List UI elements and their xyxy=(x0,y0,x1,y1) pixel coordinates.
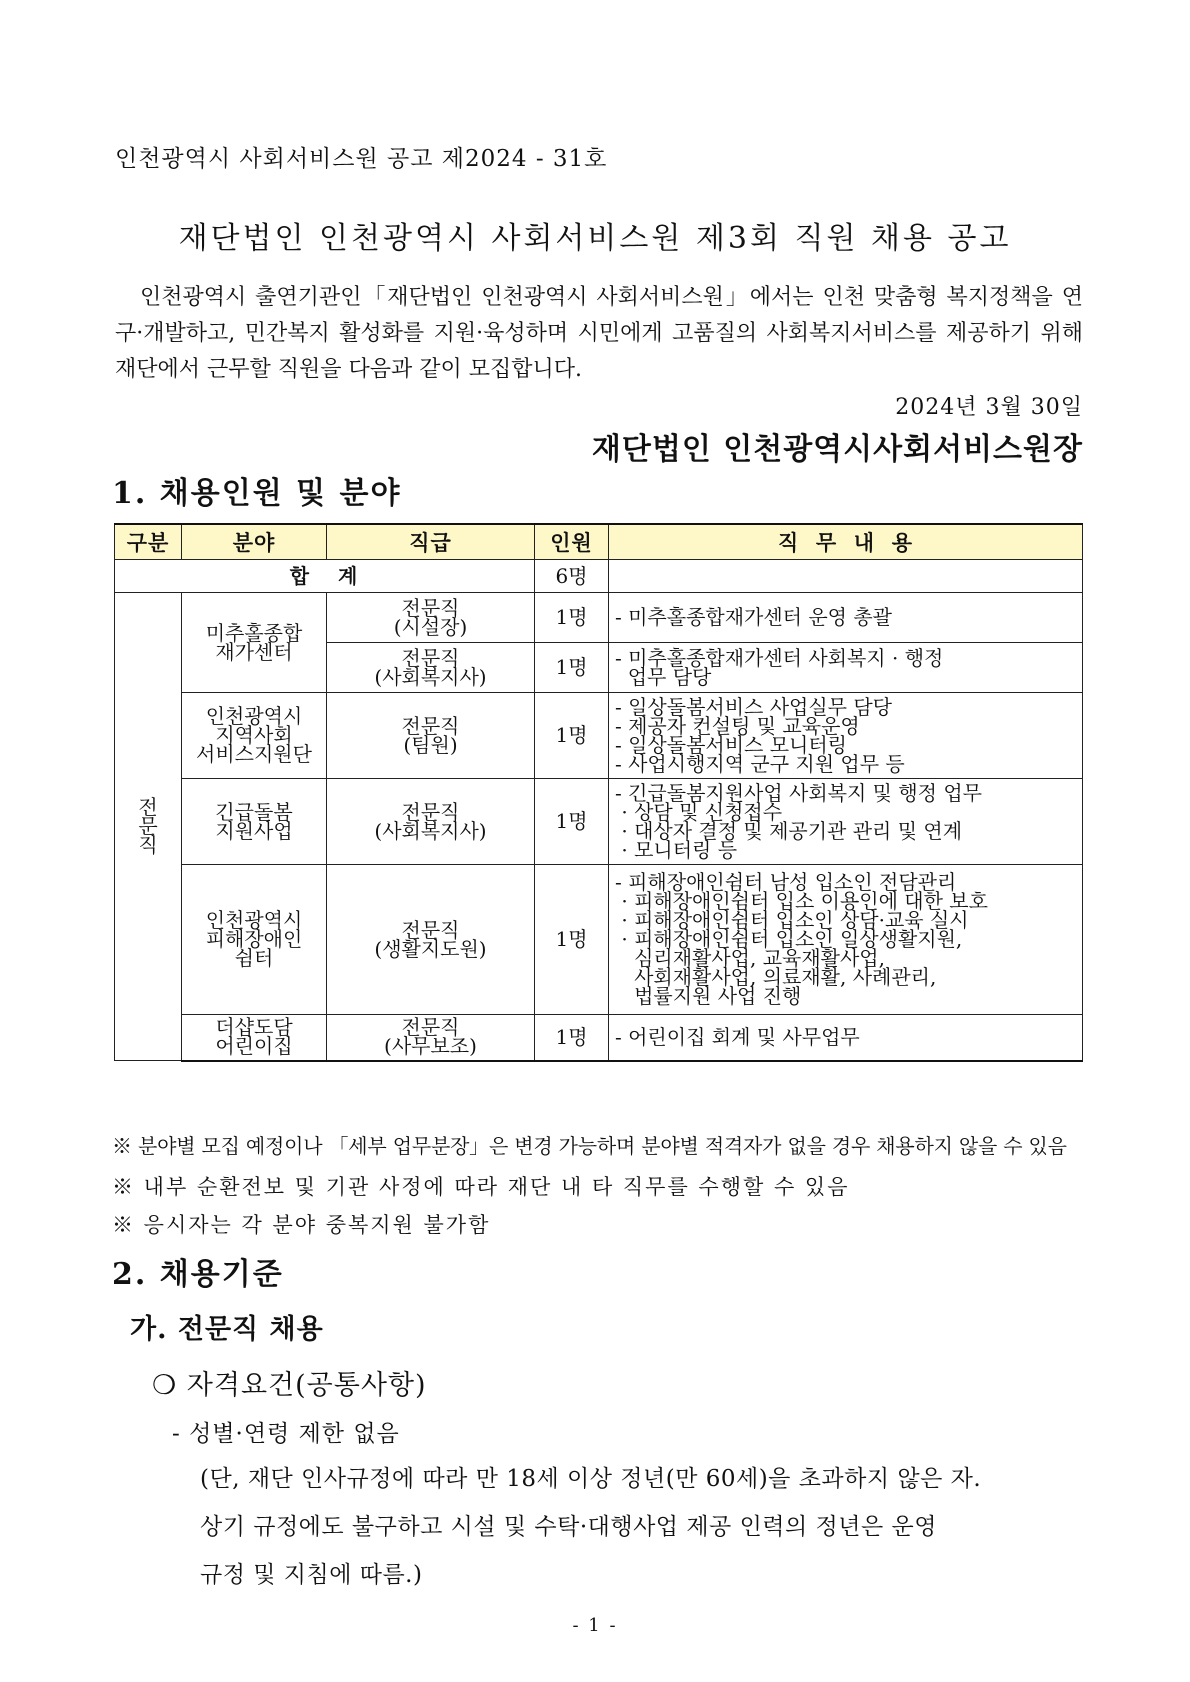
header-count: 인원 xyxy=(535,524,609,560)
table-row xyxy=(115,693,1083,779)
intro-text: 인천광역시 출연기관인「재단법인 인천광역시 사회서비스원」에서는 인천 맞춤형 복지정책을 연구·개발하고, 민간복지 활성화를 지원·육성하며 시민에게 고품질의 사회복지서비스를 제공하기 위해 재단에서 근무할 직원을 다음과 같이 모집합니다. xyxy=(115,285,1083,382)
duty-line: · 상담 및 신청접수 xyxy=(615,799,783,824)
duty-line: - 일상돌봄서비스 모니터링 xyxy=(615,732,847,757)
document-title: 재단법인 인천광역시 사회서비스원 제3회 직원 채용 공고 xyxy=(178,221,1012,256)
total-count: 6명 xyxy=(535,560,609,593)
header-field: 분야 xyxy=(182,524,327,560)
table-row xyxy=(115,1015,1083,1061)
duty-line: · 피해장애인쉼터 입소 이용인에 대한 보호 xyxy=(615,889,988,913)
rank-cell: 전문직 (사회복지사) xyxy=(327,779,535,865)
count-cell: 1명 xyxy=(535,1015,609,1061)
duty-line: · 모니터링 등 xyxy=(615,837,738,862)
duties-cell xyxy=(609,779,1083,865)
duties-cell xyxy=(609,693,1083,779)
header-duties: 직 무 내 용 xyxy=(609,524,1083,560)
count-cell: 1명 xyxy=(535,593,609,643)
field-cell: 인천광역시 지역사회 서비스지원단 xyxy=(182,693,327,779)
duty-line: - 사업시행지역 군구 지원 업무 등 xyxy=(615,751,905,776)
rank-cell: 전문직 (사무보조) xyxy=(327,1015,535,1061)
table-row xyxy=(115,593,1083,643)
duty-line: · 피해장애인쉼터 입소인 일상생활지원, xyxy=(615,927,963,951)
duties-cell xyxy=(609,643,1083,693)
rank-cell: 전문직 (시설장) xyxy=(327,593,535,643)
count-cell: 1명 xyxy=(535,643,609,693)
duty-line: - 어린이집 회계 및 사무업무 xyxy=(615,1024,860,1049)
page-number: - 1 - xyxy=(572,1615,618,1636)
duty-line: · 대상자 결정 및 제공기관 관리 및 연계 xyxy=(615,818,963,843)
intro-paragraph xyxy=(115,280,1083,388)
total-label: 합 계 xyxy=(115,560,535,593)
count-cell: 1명 xyxy=(535,693,609,779)
qualification-title: ❍ 자격요건(공통사항) xyxy=(152,1370,427,1401)
qualification-note-line: (단, 재단 인사규정에 따라 만 18세 이상 정년(만 60세)을 초과하지 않은 자. xyxy=(200,1466,982,1492)
rank-cell: 전문직 (팀원) xyxy=(327,693,535,779)
duty-line: - 미추홀종합재가센터 사회복지 · 행정 xyxy=(615,645,944,670)
note-item: ※ 내부 순환전보 및 기관 사정에 따라 재단 내 타 직무를 수행할 수 있음 xyxy=(112,1175,850,1199)
subsection-heading: 가. 전문직 채용 xyxy=(130,1314,324,1345)
field-cell: 인천광역시 피해장애인 쉼터 xyxy=(182,865,327,1015)
note-item: ※ 분야별 모집 예정이나 「세부 업무분장」은 변경 가능하며 분야별 적격자가 없을 경우 채용하지 않을 수 있음 xyxy=(112,1134,1067,1158)
recruitment-table xyxy=(114,523,1083,1062)
table-row xyxy=(115,779,1083,865)
duties-cell xyxy=(609,865,1083,1015)
qualification-note-line: 상기 규정에도 불구하고 시설 및 수탁·대행사업 제공 인력의 정년은 운영 xyxy=(200,1514,937,1540)
header-category: 구분 xyxy=(115,524,182,560)
qualification-note-line: 규정 및 지침에 따름.) xyxy=(200,1562,423,1588)
note-item: ※ 응시자는 각 분야 중복지원 불가함 xyxy=(112,1213,491,1237)
duty-line: - 제공자 컨설팅 및 교육운영 xyxy=(615,713,860,738)
duties-cell xyxy=(609,1015,1083,1061)
count-cell: 1명 xyxy=(535,865,609,1015)
field-cell: 긴급돌봄 지원사업 xyxy=(182,779,327,865)
table-row xyxy=(115,865,1083,1015)
duty-line: · 피해장애인쉼터 입소인 상담·교육 실시 xyxy=(615,908,969,932)
duty-line: 법률지원 사업 진행 xyxy=(615,984,802,1008)
qualification-note xyxy=(200,1455,1080,1599)
duty-line: 업무 담당 xyxy=(615,664,712,689)
notice-number: 인천광역시 사회서비스원 공고 제2024 - 31호 xyxy=(115,146,608,172)
qualification-item: - 성별·연령 제한 없음 xyxy=(172,1421,400,1447)
total-duties-empty xyxy=(609,560,1083,593)
field-cell: 미추홀종합 재가센터 xyxy=(182,593,327,693)
section-heading-criteria: 2. 채용기준 xyxy=(112,1257,284,1292)
duties-cell xyxy=(609,593,1083,643)
duty-line: - 미추홀종합재가센터 운영 총괄 xyxy=(615,605,892,629)
announcement-date: 2024년 3월 30일 xyxy=(895,395,1083,420)
duty-line: 사회재활사업, 의료재활, 사례관리, xyxy=(615,965,937,989)
section-heading-recruitment: 1. 채용인원 및 분야 xyxy=(112,476,402,511)
rank-cell: 전문직 (사회복지사) xyxy=(327,643,535,693)
category-cell: 전 문 직 xyxy=(115,593,182,1061)
table-row-total xyxy=(115,560,1083,593)
duty-line: - 피해장애인쉼터 남성 입소인 전담관리 xyxy=(615,870,957,894)
count-cell: 1명 xyxy=(535,779,609,865)
duty-line: - 긴급돌봄지원사업 사회복지 및 행정 업무 xyxy=(615,780,982,805)
field-cell: 더샵도담 어린이집 xyxy=(182,1015,327,1061)
issuer-name: 재단법인 인천광역시사회서비스원장 xyxy=(591,432,1083,467)
duty-line: 심리재활사업, 교육재활사업, xyxy=(615,946,885,970)
duty-line: - 일상돌봄서비스 사업실무 담당 xyxy=(615,694,892,719)
rank-cell: 전문직 (생활지도원) xyxy=(327,865,535,1015)
header-rank: 직급 xyxy=(327,524,535,560)
